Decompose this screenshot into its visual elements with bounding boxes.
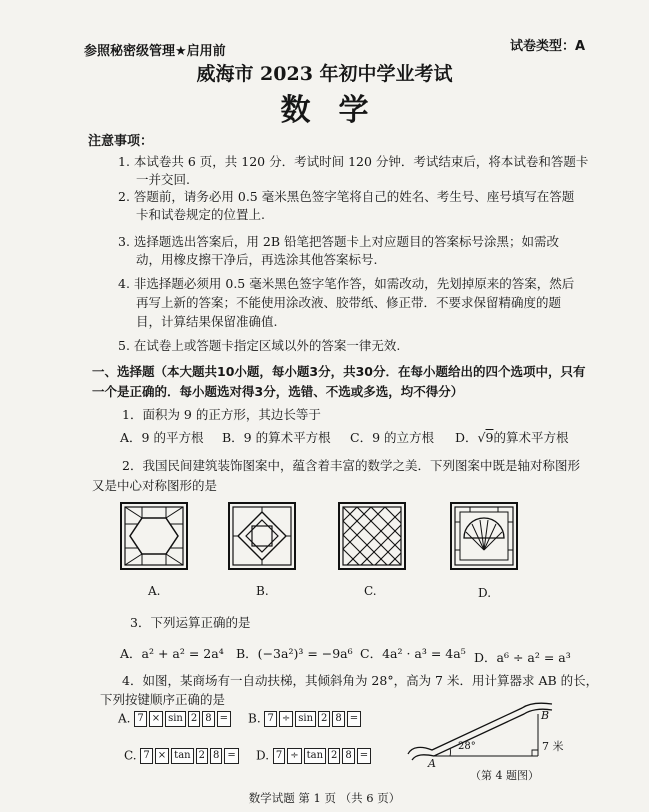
q4-option-d (256, 748, 373, 764)
notice-item-1-line1: 1. 本试卷共 6 页，共 120 分．考试时间 120 分钟．考试结束后，将本试卷和答题卡 (118, 154, 589, 169)
q4-option-c-label: C. (124, 748, 137, 763)
subject-title: 数学 (280, 93, 397, 128)
pattern-d-fan (450, 502, 518, 570)
q3-option-c: C．4a² · a³ = 4a⁵ (360, 646, 466, 661)
q4-option-b-label: B. (248, 711, 261, 726)
height-label: 7 米 (542, 740, 564, 753)
q2-label-a: A. (148, 584, 161, 598)
notice-item-2-line1: 2. 答题前，请务必用 0.5 毫米黑色签字笔将自己的姓名、考生号、座号填写在答题 (118, 189, 575, 204)
q2-line2: 又是中心对称图形的是 (92, 478, 218, 493)
calc-key: 2 (196, 748, 208, 764)
section1-line2: 一个是正确的．每小题选对得3分，选错、不选或多选，均不得分） (92, 384, 464, 399)
calc-key: 8 (342, 748, 354, 764)
angle-label: 28° (458, 741, 476, 752)
calc-key: 8 (210, 748, 222, 764)
calc-key: = (357, 748, 371, 764)
q4-option-b (248, 711, 363, 727)
paper-type-label: 试卷类型：A (510, 39, 586, 54)
q4-option-a-label: A. (118, 711, 131, 726)
calc-key: = (217, 711, 231, 727)
q4-option-d-label: D. (256, 748, 270, 763)
calc-key: 2 (318, 711, 330, 727)
q1-option-d-prefix: D． (455, 430, 478, 445)
section1-line1: 一、选择题（本大题共10小题，每小题3分，共30分．在每小题给出的四个选项中，只有 (92, 364, 586, 379)
calc-key: 7 (140, 748, 152, 764)
q3-option-a: A．a² + a² = 2a⁴ (120, 646, 224, 661)
notice-item-3-line2: 动，用橡皮擦干净后，再选涂其他答案标号. (136, 252, 378, 267)
q4-option-a (118, 711, 233, 727)
q1-option-c: C．9 的立方根 (350, 430, 434, 445)
calc-key: 8 (332, 711, 344, 727)
figure-caption: （第 4 题图） (470, 769, 539, 782)
q2-label-c: C. (364, 584, 377, 598)
calc-key: 7 (134, 711, 146, 727)
q4-line1: 4．如图，某商场有一自动扶梯，其倾斜角为 28°，高为 7 米．用计算器求 AB 的长， (122, 673, 599, 688)
q1-option-d-radicand: 9 (485, 430, 494, 445)
pattern-b-knot (228, 502, 296, 570)
q4-line2: 下列按键顺序正确的是 (100, 692, 226, 707)
q1-option-b: B．9 的算术平方根 (222, 430, 331, 445)
notice-item-4-line3: 目，计算结果保留准确值. (136, 314, 278, 329)
q2-label-b: B. (256, 584, 269, 598)
calc-key: ÷ (279, 711, 293, 727)
calc-key: ÷ (287, 748, 301, 764)
notice-item-2-line2: 卡和试卷规定的位置上. (136, 207, 265, 222)
q3-option-b: B．(−3a²)³ = −9a⁶ (236, 646, 353, 661)
q4-option-c (124, 748, 241, 764)
point-a-label: A (428, 757, 436, 770)
calc-key: = (347, 711, 361, 727)
calc-key: 7 (264, 711, 276, 727)
calc-key: sin (295, 711, 316, 727)
calc-key: 7 (273, 748, 285, 764)
q1-option-d-suffix: 的算术平方根 (493, 430, 569, 445)
pattern-c-weave (338, 502, 406, 570)
notice-item-4-line1: 4. 非选择题必须用 0.5 毫米黑色签字笔作答，如需改动，先划掉原来的答案，然后 (118, 276, 575, 291)
pattern-a-hexagon (120, 502, 188, 570)
calc-key: 2 (328, 748, 340, 764)
q3-stem: 3．下列运算正确的是 (130, 615, 251, 630)
q2-label-d: D. (478, 586, 492, 600)
q1-option-a: A．9 的平方根 (120, 430, 204, 445)
calc-key: × (149, 711, 163, 727)
calc-key: 8 (202, 711, 214, 727)
notice-item-1-line2: 一并交回. (136, 172, 190, 187)
point-b-label: B (541, 709, 550, 722)
q1-option-d (455, 428, 568, 446)
q3-option-d: D．a⁶ ÷ a² = a³ (474, 650, 571, 665)
calc-key: = (224, 748, 238, 764)
sqrt-symbol: √ (477, 430, 486, 445)
page-footer: 数学试题 第 1 页 （共 6 页） (248, 791, 401, 805)
calc-key: × (155, 748, 169, 764)
q2-line1: 2．我国民间建筑装饰图案中，蕴含着丰富的数学之美．下列图案中既是轴对称图形 (122, 458, 580, 473)
calc-key: 2 (188, 711, 200, 727)
calc-key: tan (304, 748, 326, 764)
q1-stem: 1．面积为 9 的正方形，其边长等于 (122, 407, 321, 422)
notice-item-4-line2: 再写上新的答案；不能使用涂改液、胶带纸、修正带．不要求保留精确度的题 (136, 295, 562, 310)
exam-title: 威海市 2023 年初中学业考试 (196, 63, 453, 85)
calc-key: sin (165, 711, 186, 727)
secret-level-label: 参照秘密级管理★启用前 (84, 44, 226, 59)
calc-key: tan (171, 748, 193, 764)
notice-heading: 注意事项： (88, 134, 154, 149)
notice-item-5-line1: 5. 在试卷上或答题卡指定区域以外的答案一律无效. (118, 338, 401, 353)
notice-item-3-line1: 3. 选择题选出答案后，用 2B 铅笔把答题卡上对应题目的答案标号涂黑；如需改 (118, 234, 559, 249)
